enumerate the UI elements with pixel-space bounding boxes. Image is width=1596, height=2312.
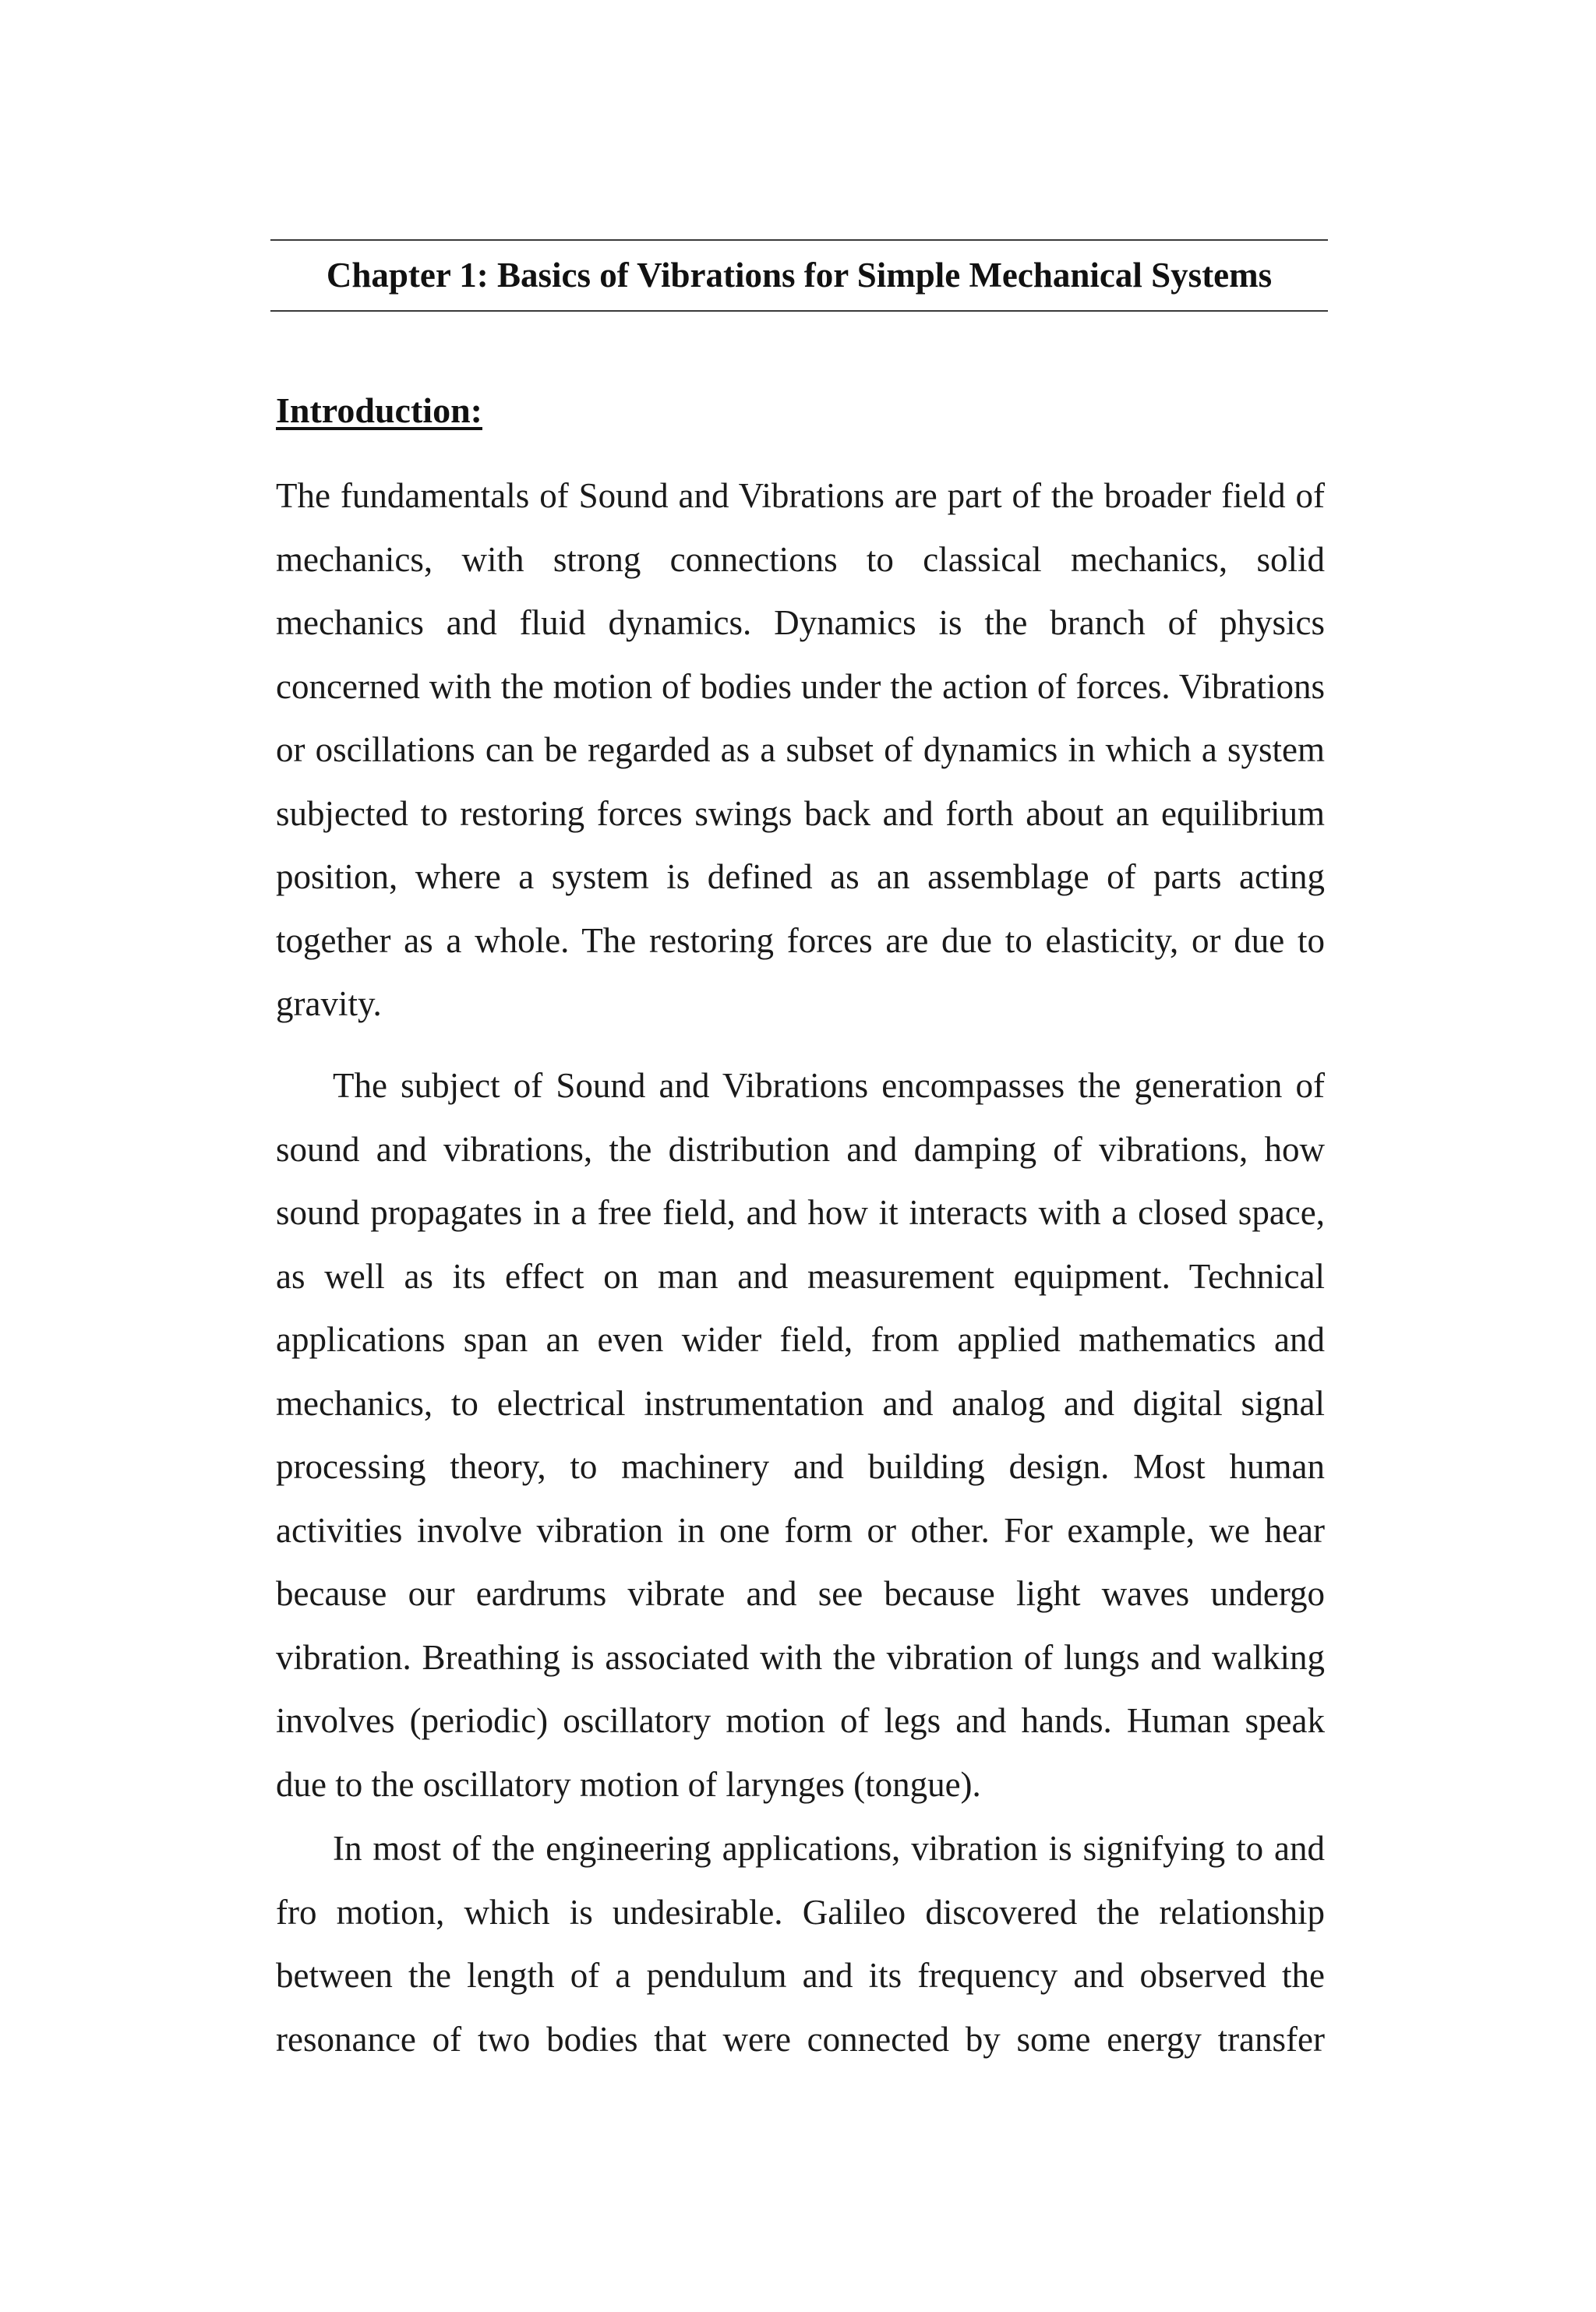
section-heading: Introduction: (276, 390, 482, 430)
paragraph-3: In most of the engineering applications, vibration is signifying to and fro motion, which is undesirable. Galileo discovered the relationship between the length of a pendulum and its frequency and observed the resonance of two bodies that were connected by some energy transfer (276, 1829, 1325, 2059)
title-top-rule (270, 239, 1328, 241)
title-bottom-rule (270, 310, 1328, 312)
paragraph-2: The subject of Sound and Vibrations encompasses the generation of sound and vibrations, the distribution and damping of vibrations, how sound propagates in a free field, and how it interacts with a closed space, as well as its effect on man and measurement equipment. Technical applications span an even wider field, from applied mathematics and mechanics, to electrical instrumentation and analog and digital signal processing theory, to machinery and building design. Most human activities involve vibration in one form or other. For example, we hear because our eardrums vibrate and see because light waves undergo vibration. Breathing is associated with the vibration of lungs and walking involves (periodic) oscillatory motion of legs and hands. Human speak due to the oscillatory motion of larynges (tongue). (276, 1066, 1325, 1804)
chapter-title: Chapter 1: Basics of Vibrations for Simple Mechanical Systems (326, 256, 1273, 295)
paragraph-1: The fundamentals of Sound and Vibrations are part of the broader field of mechanics, with strong connections to classical mechanics, solid mechanics and fluid dynamics. Dynamics is the branch of physics concerned with the motion of bodies under the action of forces. Vibrations or oscillations can be regarded as a subset of dynamics in which a system subjected to restoring forces swings back and forth about an equilibrium position, where a system is defined as an assemblage of parts acting together as a whole. The restoring forces are due to elasticity, or due to gravity. (276, 476, 1325, 1023)
